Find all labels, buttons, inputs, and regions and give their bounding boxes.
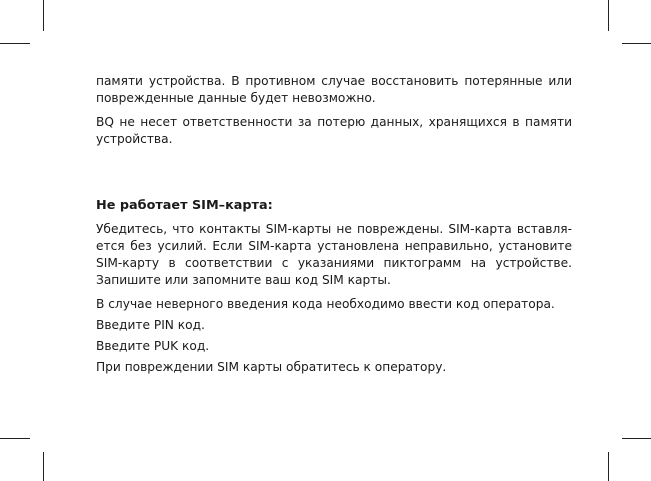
crop-mark-bottom-right-v bbox=[608, 452, 609, 481]
disclaimer-line: BQ не несет ответственности за потерю данных, хранящихся в памяти bbox=[96, 115, 572, 129]
crop-mark-bottom-left-v bbox=[43, 452, 44, 481]
crop-mark-top-right-h bbox=[622, 43, 651, 44]
paragraph-line: Запишите или запомните ваш код SIM карты. bbox=[96, 273, 391, 287]
list-item: Введите PUK код. bbox=[96, 339, 210, 353]
paragraph-line: SIM-карту в соответствии с указаниями пиктограмм на устройстве. bbox=[96, 256, 572, 270]
paragraph-line: ется без усилий. Если SIM-карта установлена неправильно, установите bbox=[96, 239, 572, 253]
disclaimer-line: устройства. bbox=[96, 132, 173, 146]
crop-mark-top-right-v bbox=[608, 0, 609, 31]
list-item: В случае неверного введения кода необходимо ввести код оператора. bbox=[96, 297, 555, 311]
list-item: При повреждении SIM карты обратитесь к оператору. bbox=[96, 360, 447, 374]
crop-mark-top-left-h bbox=[0, 43, 30, 44]
intro-line: памяти устройства. В противном случае восстановить потерянные или bbox=[96, 74, 572, 88]
section-heading: Не работает SIM–карта: bbox=[96, 198, 273, 213]
crop-mark-top-left-v bbox=[43, 0, 44, 31]
list-item: Введите PIN код. bbox=[96, 318, 205, 332]
intro-line: поврежденные данные будет невозможно. bbox=[96, 91, 376, 105]
paragraph-line: Убедитесь, что контакты SIM-карты не повреждены. SIM-карта вставля- bbox=[96, 222, 572, 236]
crop-mark-bottom-left-h bbox=[0, 438, 30, 439]
crop-mark-bottom-right-h bbox=[622, 438, 651, 439]
